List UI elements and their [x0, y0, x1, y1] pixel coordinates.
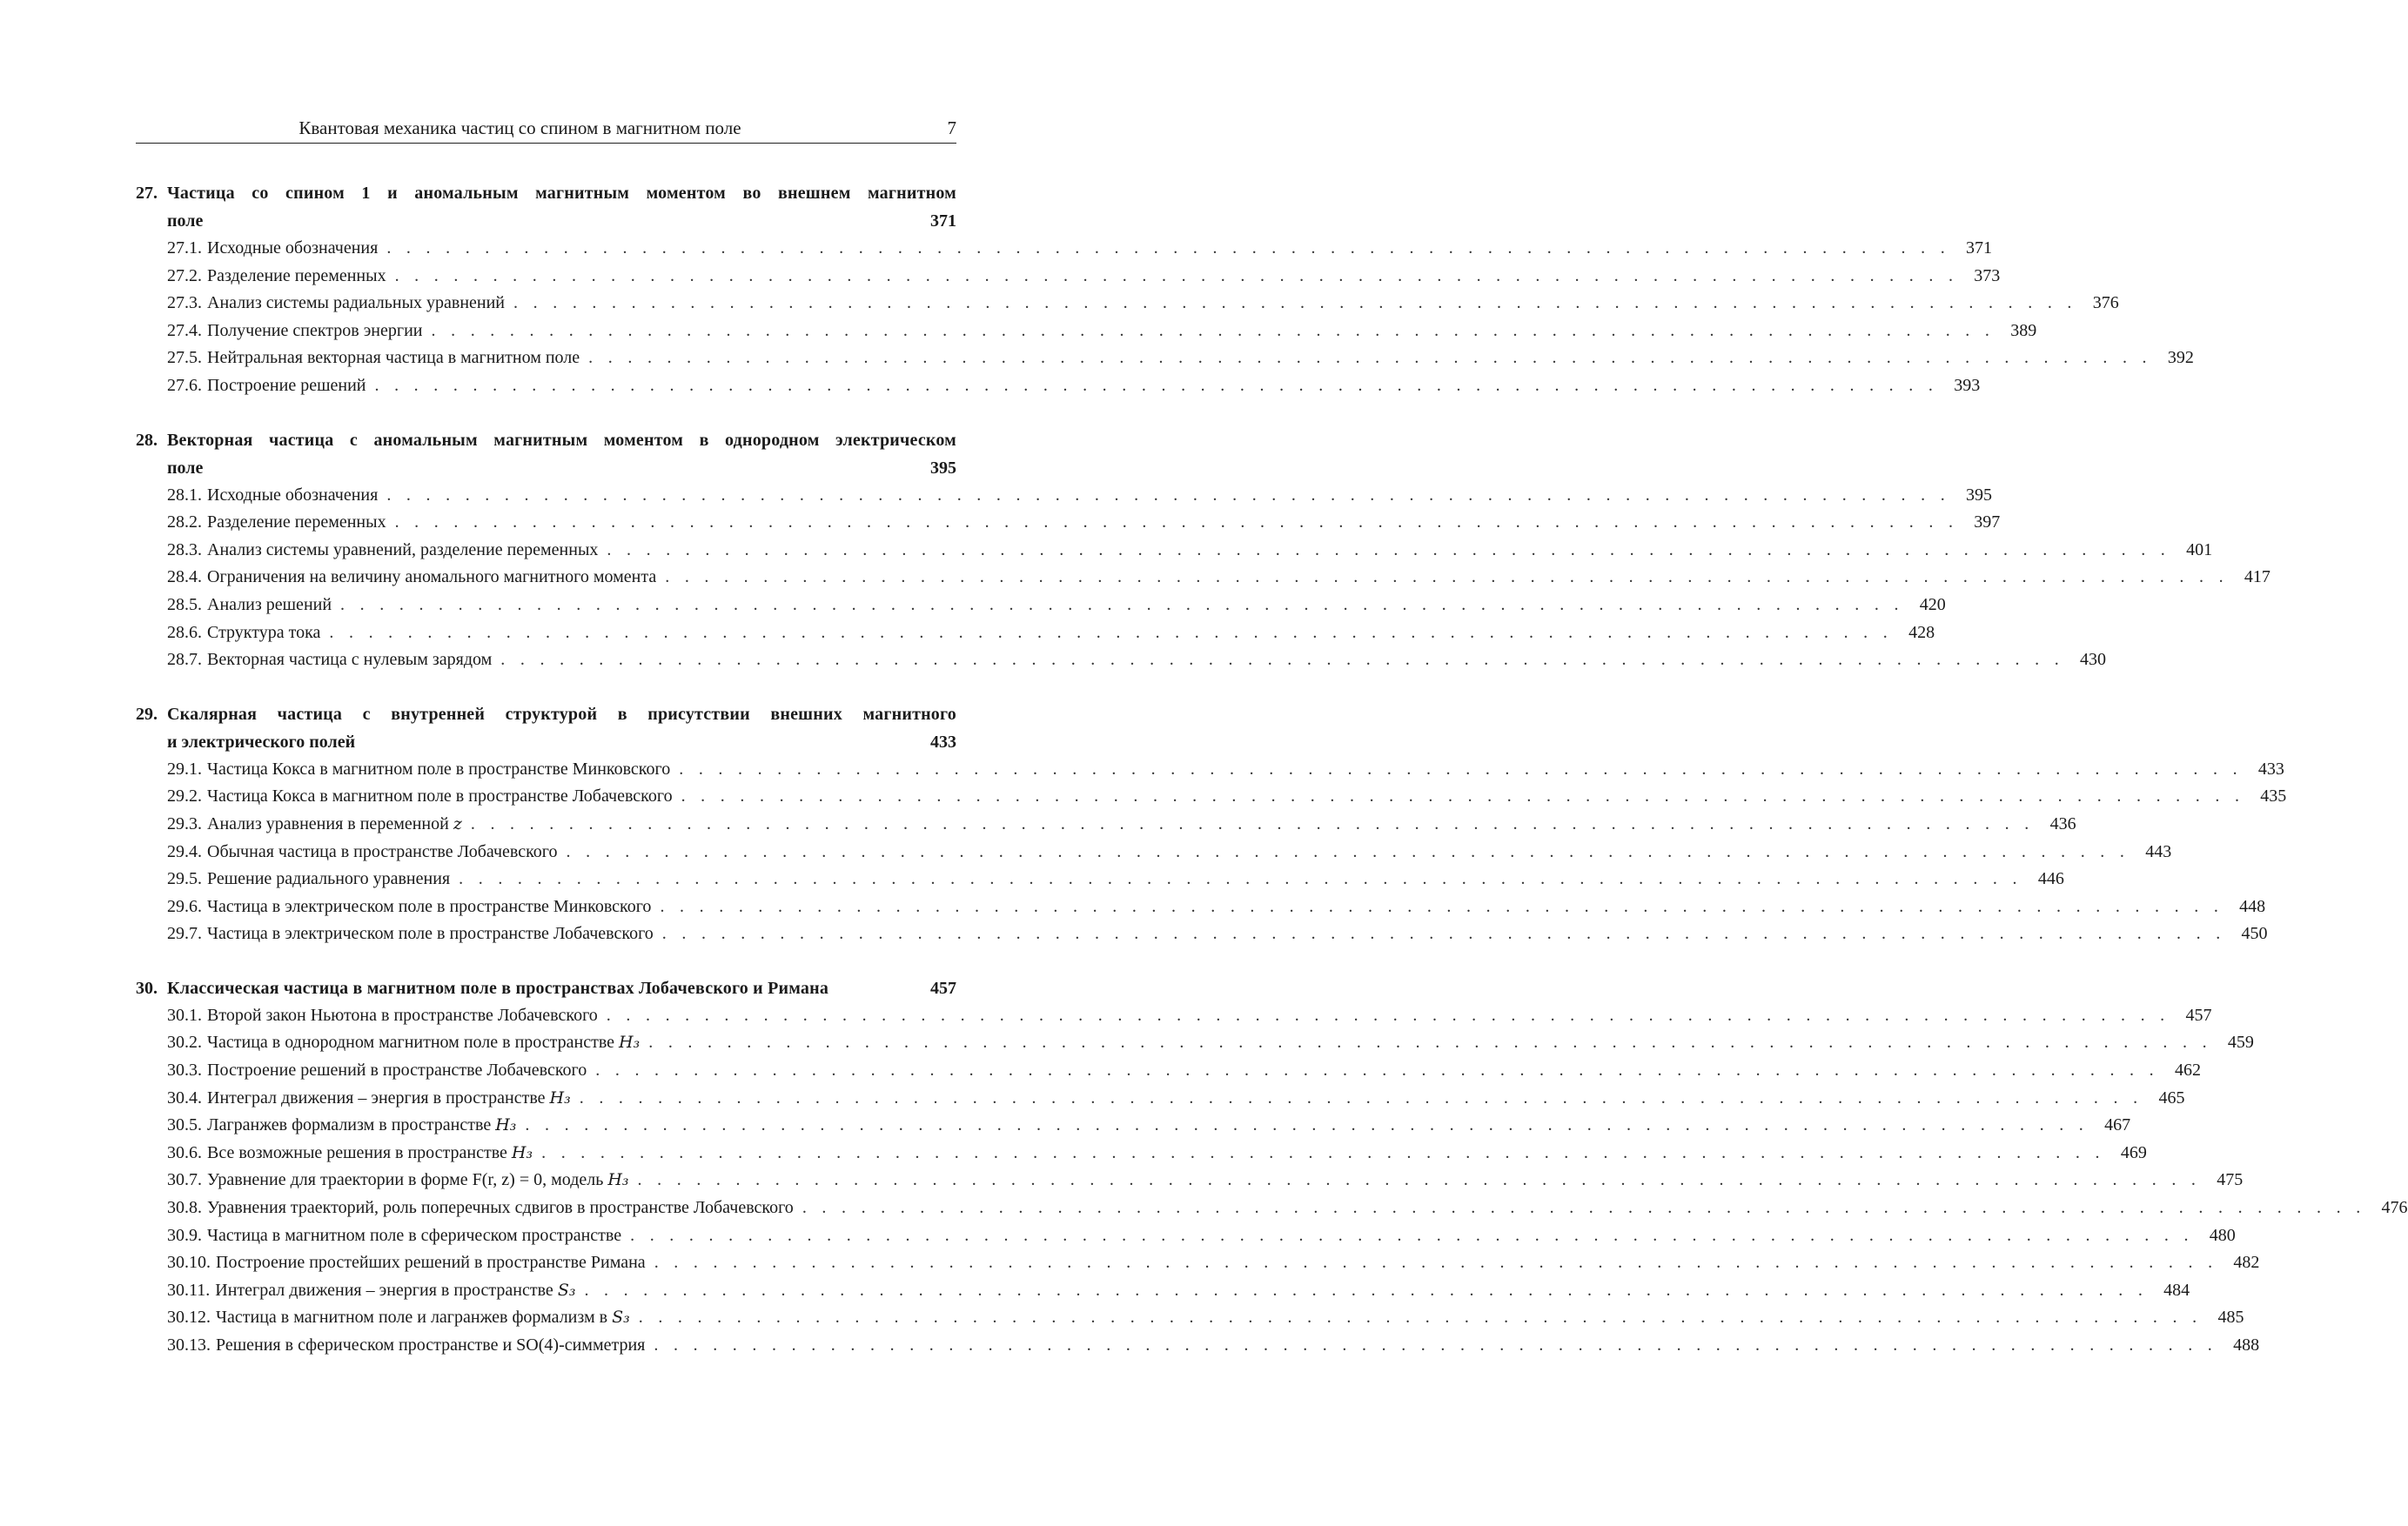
- entry-number: 27.1.: [167, 238, 202, 258]
- entry-math: z: [453, 813, 462, 833]
- toc-entry[interactable]: [136, 646, 2106, 674]
- entry-page: 401: [2186, 539, 2213, 559]
- chapter-title: Классическая частица в магнитном поле в пространствах Лобачевского и Римана: [167, 978, 829, 998]
- entry-title-text: Получение спектров энергии: [207, 320, 423, 340]
- entry-title-text: Решение радиального уравнения: [207, 869, 451, 889]
- chapter-title-line1: Скалярная частица с внутренней структурой в присутствии внешних магнитного: [167, 704, 956, 724]
- dot-leader: . . . . . . . . . . . . . . . . . . . . . . . . . . . . . . . . . . . . . . . . . . . . . . . . . . . . . . . . . . . . . . . . . . . . . . . . . . . . . . . .: [637, 1170, 2202, 1190]
- chapter-30: [136, 974, 2408, 1360]
- entry-number: 30.2.: [167, 1033, 202, 1053]
- entry-title-text: Частица Кокса в магнитном поле в пространстве Лобачевского: [207, 786, 673, 807]
- dot-leader: . . . . . . . . . . . . . . . . . . . . . . . . . . . . . . . . . . . . . . . . . . . . . . . . . . . . . . . . . . . . . . . . . . . . . . . . . . . . . . . .: [607, 539, 2171, 559]
- entry-page: 457: [2185, 1005, 2212, 1025]
- dot-leader: . . . . . . . . . . . . . . . . . . . . . . . . . . . . . . . . . . . . . . . . . . . . . . . . . . . . . . . . . . . . . . . . . . . . . . . . . . . . . . . .: [329, 622, 1894, 642]
- entry-page: 469: [2120, 1142, 2147, 1162]
- entry-title-text: Решения в сферическом пространстве и SO(4)-симметрия: [216, 1335, 646, 1355]
- entry-number: 30.4.: [167, 1088, 202, 1108]
- chapter-title-line2: поле: [167, 458, 204, 478]
- dot-leader: . . . . . . . . . . . . . . . . . . . . . . . . . . . . . . . . . . . . . . . . . . . . . . . . . . . . . . . . . . . . . . . . . . . . . . . . . . . . . . . .: [394, 512, 1959, 532]
- entry-title: [202, 1085, 571, 1113]
- entry-number: 28.5.: [167, 594, 202, 614]
- dot-leader: . . . . . . . . . . . . . . . . . . . . . . . . . . . . . . . . . . . . . . . . . . . . . . . . . . . . . . . . . . . . . . . . . . . . . . . . . . . . . . . .: [679, 759, 2243, 779]
- chapter-page: 371: [930, 211, 956, 231]
- entry-page: 420: [1919, 594, 1946, 614]
- dot-leader: . . . . . . . . . . . . . . . . . . . . . . . . . . . . . . . . . . . . . . . . . . . . . . . . . . . . . . . . . . . . . . . . . . . . . . . . . . . . . . . .: [541, 1142, 2105, 1162]
- chapter-heading[interactable]: [136, 179, 956, 235]
- entry-title: [202, 783, 673, 811]
- toc-entry[interactable]: [136, 1002, 2212, 1030]
- entry-number: 30.1.: [167, 1005, 202, 1025]
- toc-entry[interactable]: [136, 263, 2001, 291]
- toc-entry[interactable]: [136, 866, 2064, 894]
- entry-title: [211, 1304, 630, 1332]
- chapter-title-line1: Частица со спином 1 и аномальным магнитным моментом во внешнем магнитном: [167, 184, 956, 203]
- entry-number: 30.6.: [167, 1142, 202, 1162]
- entry-title: [202, 1167, 629, 1195]
- toc-entry[interactable]: [136, 1195, 2408, 1222]
- entry-page: 428: [1908, 622, 1935, 642]
- entry-title-text: Анализ системы уравнений, разделение переменных: [207, 539, 599, 559]
- entry-number: 28.6.: [167, 622, 202, 642]
- entry-title-text: Векторная частица с нулевым зарядом: [207, 650, 493, 670]
- toc-entry[interactable]: [136, 290, 2119, 318]
- entry-title: [202, 263, 386, 291]
- entry-title-text: Разделение переменных: [207, 512, 386, 532]
- dot-leader: . . . . . . . . . . . . . . . . . . . . . . . . . . . . . . . . . . . . . . . . . . . . . . . . . . . . . . . . . . . . . . . . . . . . . . . . . . . . . . . .: [648, 1033, 2212, 1053]
- entry-page: 376: [2092, 293, 2119, 313]
- chapter-heading[interactable]: [136, 974, 956, 1002]
- entry-title: [202, 920, 654, 948]
- toc-entry[interactable]: [136, 839, 2172, 867]
- entry-title-text: Частица в магнитном поле в сферическом пространстве: [207, 1225, 622, 1245]
- toc-entry[interactable]: [136, 482, 1993, 510]
- entry-title: [202, 592, 332, 619]
- entry-number: 29.3.: [167, 813, 202, 833]
- entry-math: H₃: [495, 1115, 517, 1135]
- entry-number: 28.1.: [167, 485, 202, 505]
- running-header-title: Квантовая механика частиц со спином в магнитном поле: [298, 117, 741, 138]
- entry-title-text: Частица в однородном магнитном поле в пространстве: [207, 1033, 615, 1053]
- entry-number: 29.7.: [167, 924, 202, 944]
- entry-title: [202, 866, 450, 894]
- dot-leader: . . . . . . . . . . . . . . . . . . . . . . . . . . . . . . . . . . . . . . . . . . . . . . . . . . . . . . . . . . . . . . . . . . . . . . . . . . . . . . . .: [638, 1308, 2203, 1328]
- entry-title: [202, 564, 656, 592]
- entry-page: 436: [2049, 813, 2076, 833]
- entry-number: 28.4.: [167, 567, 202, 587]
- toc-entry[interactable]: [136, 564, 2270, 592]
- toc-entry[interactable]: [136, 783, 2287, 811]
- chapter-29: [136, 700, 2287, 948]
- entry-number: 29.5.: [167, 869, 202, 889]
- entry-page: 417: [2244, 567, 2270, 587]
- entry-title-text: Построение решений: [207, 375, 366, 395]
- dot-leader: . . . . . . . . . . . . . . . . . . . . . . . . . . . . . . . . . . . . . . . . . . . . . . . . . . . . . . . . . . . . . . . . . . . . . . . . . . . . . . . .: [459, 869, 2022, 889]
- dot-leader: . . . . . . . . . . . . . . . . . . . . . . . . . . . . . . . . . . . . . . . . . . . . . . . . . . . . . . . . . . . . . . . . . . . . . . . . . . . . . . . .: [500, 650, 2064, 670]
- chapter-heading[interactable]: [136, 700, 956, 756]
- entry-number: 30.9.: [167, 1225, 202, 1245]
- entry-title: [202, 1222, 621, 1250]
- entry-title: [202, 482, 378, 510]
- dot-leader: . . . . . . . . . . . . . . . . . . . . . . . . . . . . . . . . . . . . . . . . . . . . . . . . . . . . . . . . . . . . . . . . . . . . . . . . . . . . . . . .: [386, 238, 1951, 258]
- toc-entry[interactable]: [136, 1249, 2260, 1277]
- entry-page: 480: [2209, 1225, 2236, 1245]
- entry-title: [202, 537, 598, 565]
- entry-title-text: Обычная частица в пространстве Лобачевского: [207, 841, 558, 861]
- entry-number: 30.10.: [167, 1253, 211, 1273]
- entry-title: [202, 290, 505, 318]
- entry-title-text: Исходные обозначения: [207, 485, 379, 505]
- entry-page: 475: [2217, 1170, 2244, 1190]
- chapter-title-line1: Векторная частица с аномальным магнитным моментом в однородном электрическом: [167, 430, 956, 450]
- entry-number: 28.7.: [167, 650, 202, 670]
- entry-page: 397: [1974, 512, 2001, 532]
- entry-page: 395: [1966, 485, 1993, 505]
- dot-leader: . . . . . . . . . . . . . . . . . . . . . . . . . . . . . . . . . . . . . . . . . . . . . . . . . . . . . . . . . . . . . . . . . . . . . . . . . . . . . . . .: [584, 1280, 2149, 1300]
- entry-title-text: Частица в магнитном поле и лагранжев формализм в: [216, 1308, 608, 1328]
- entry-number: 30.7.: [167, 1170, 202, 1190]
- toc-entry[interactable]: [136, 920, 2268, 948]
- entry-math: H₃: [549, 1088, 571, 1108]
- entry-page: 485: [2217, 1308, 2244, 1328]
- entry-title-text: Второй закон Ньютона в пространстве Лобачевского: [207, 1005, 598, 1025]
- chapter-number: 29.: [136, 704, 158, 724]
- entry-page: 446: [2037, 869, 2064, 889]
- entry-math: S₃: [557, 1280, 576, 1300]
- chapter-page: 433: [930, 732, 956, 752]
- entry-title: [202, 811, 462, 839]
- entry-number: 28.2.: [167, 512, 202, 532]
- entry-page: 462: [2174, 1061, 2201, 1081]
- entry-page: 488: [2233, 1335, 2260, 1355]
- entry-title: [202, 1195, 794, 1222]
- dot-leader: . . . . . . . . . . . . . . . . . . . . . . . . . . . . . . . . . . . . . . . . . . . . . . . . . . . . . . . . . . . . . . . . . . . . . . . . . . . . . . . .: [802, 1198, 2366, 1218]
- chapter-number: 30.: [136, 978, 158, 998]
- entry-title-text: Построение решений в пространстве Лобачевского: [207, 1061, 587, 1081]
- entry-title: [202, 619, 320, 647]
- toc-entry[interactable]: [136, 1304, 2244, 1332]
- entry-math: S₃: [612, 1308, 630, 1328]
- entry-title: [202, 318, 423, 345]
- toc-entry[interactable]: [136, 1277, 2190, 1305]
- dot-leader: . . . . . . . . . . . . . . . . . . . . . . . . . . . . . . . . . . . . . . . . . . . . . . . . . . . . . . . . . . . . . . . . . . . . . . . . . . . . . . . .: [630, 1225, 2194, 1245]
- toc-entry[interactable]: [136, 894, 2266, 921]
- toc-entry[interactable]: [136, 235, 1993, 263]
- entry-page: 482: [2233, 1253, 2260, 1273]
- entry-title-text: Частица Кокса в магнитном поле в пространстве Минковского: [207, 759, 671, 779]
- toc-entry[interactable]: [136, 372, 1981, 400]
- entry-title: [202, 509, 386, 537]
- dot-leader: . . . . . . . . . . . . . . . . . . . . . . . . . . . . . . . . . . . . . . . . . . . . . . . . . . . . . . . . . . . . . . . . . . . . . . . . . . . . . . . .: [431, 320, 1995, 340]
- entry-number: 27.4.: [167, 320, 202, 340]
- entry-page: 484: [2163, 1280, 2190, 1300]
- entry-page: 373: [1974, 265, 2001, 285]
- entry-title: [202, 345, 580, 372]
- toc-entry[interactable]: [136, 619, 1935, 647]
- dot-leader: . . . . . . . . . . . . . . . . . . . . . . . . . . . . . . . . . . . . . . . . . . . . . . . . . . . . . . . . . . . . . . . . . . . . . . . . . . . . . . . .: [513, 293, 2077, 313]
- dot-leader: . . . . . . . . . . . . . . . . . . . . . . . . . . . . . . . . . . . . . . . . . . . . . . . . . . . . . . . . . . . . . . . . . . . . . . . . . . . . . . . .: [525, 1115, 2089, 1135]
- entry-page: 435: [2260, 786, 2287, 807]
- chapter-heading[interactable]: [136, 426, 956, 482]
- entry-title: [202, 235, 378, 263]
- entry-number: 27.5.: [167, 348, 202, 368]
- entry-title-text: Построение простейших решений в пространстве Римана: [216, 1253, 646, 1273]
- toc-entry[interactable]: [136, 345, 2194, 372]
- entry-page: 443: [2145, 841, 2172, 861]
- entry-title-text: Уравнения траекторий, роль поперечных сдвигов в пространстве Лобачевского: [207, 1198, 794, 1218]
- entry-number: 29.6.: [167, 896, 202, 916]
- chapter-27: [136, 179, 2194, 400]
- toc-entry[interactable]: [136, 1085, 2185, 1113]
- entry-number: 27.2.: [167, 265, 202, 285]
- entry-title: [210, 1277, 575, 1305]
- dot-leader: . . . . . . . . . . . . . . . . . . . . . . . . . . . . . . . . . . . . . . . . . . . . . . . . . . . . . . . . . . . . . . . . . . . . . . . . . . . . . . . .: [654, 1253, 2218, 1273]
- toc-entry[interactable]: [136, 1112, 2131, 1140]
- entry-title-text: Частица в электрическом поле в пространстве Минковского: [207, 896, 652, 916]
- entry-title-text: Интеграл движения – энергия в пространстве: [207, 1088, 546, 1108]
- entry-title: [202, 756, 670, 784]
- toc-entry[interactable]: [136, 756, 2284, 784]
- entry-math: H₃: [511, 1142, 533, 1162]
- dot-leader: . . . . . . . . . . . . . . . . . . . . . . . . . . . . . . . . . . . . . . . . . . . . . . . . . . . . . . . . . . . . . . . . . . . . . . . . . . . . . . . .: [660, 896, 2224, 916]
- entry-title-text: Ограничения на величину аномального магнитного момента: [207, 567, 657, 587]
- entry-title: [202, 1002, 598, 1030]
- entry-title-text: Структура тока: [207, 622, 321, 642]
- entry-title-text: Лагранжев формализм в пространстве: [207, 1115, 492, 1135]
- dot-leader: . . . . . . . . . . . . . . . . . . . . . . . . . . . . . . . . . . . . . . . . . . . . . . . . . . . . . . . . . . . . . . . . . . . . . . . . . . . . . . . .: [374, 375, 1939, 395]
- entry-title: [202, 1140, 533, 1168]
- dot-leader: . . . . . . . . . . . . . . . . . . . . . . . . . . . . . . . . . . . . . . . . . . . . . . . . . . . . . . . . . . . . . . . . . . . . . . . . . . . . . . . .: [394, 265, 1959, 285]
- toc-entry[interactable]: [136, 811, 2076, 839]
- entry-title: [211, 1249, 646, 1277]
- entry-page: 467: [2104, 1115, 2131, 1135]
- entry-number: 30.13.: [167, 1335, 211, 1355]
- toc-entry[interactable]: [136, 537, 2213, 565]
- entry-title: [211, 1332, 645, 1360]
- chapter-page: 395: [930, 458, 956, 478]
- entry-page: 389: [2010, 320, 2037, 340]
- entry-page: 459: [2227, 1033, 2254, 1053]
- entry-number: 27.3.: [167, 293, 202, 313]
- chapter-number: 28.: [136, 430, 158, 450]
- dot-leader: . . . . . . . . . . . . . . . . . . . . . . . . . . . . . . . . . . . . . . . . . . . . . . . . . . . . . . . . . . . . . . . . . . . . . . . . . . . . . . . .: [340, 594, 1904, 614]
- dot-leader: . . . . . . . . . . . . . . . . . . . . . . . . . . . . . . . . . . . . . . . . . . . . . . . . . . . . . . . . . . . . . . . . . . . . . . . . . . . . . . . .: [665, 567, 2229, 587]
- chapter-title-line2: поле: [167, 211, 204, 231]
- dot-leader: . . . . . . . . . . . . . . . . . . . . . . . . . . . . . . . . . . . . . . . . . . . . . . . . . . . . . . . . . . . . . . . . . . . . . . . . . . . . . . . .: [606, 1005, 2170, 1025]
- entry-page: 371: [1966, 238, 1993, 258]
- chapter-number: 27.: [136, 184, 158, 203]
- entry-title-text: Все возможные решения в пространстве: [207, 1142, 507, 1162]
- entry-title-text: Частица в электрическом поле в пространстве Лобачевского: [207, 924, 654, 944]
- toc-entry[interactable]: [136, 318, 2037, 345]
- toc-entry[interactable]: [136, 1140, 2147, 1168]
- dot-leader: . . . . . . . . . . . . . . . . . . . . . . . . . . . . . . . . . . . . . . . . . . . . . . . . . . . . . . . . . . . . . . . . . . . . . . . . . . . . . . . .: [654, 1335, 2218, 1355]
- page-number: 7: [947, 117, 956, 138]
- dot-leader: . . . . . . . . . . . . . . . . . . . . . . . . . . . . . . . . . . . . . . . . . . . . . . . . . . . . . . . . . . . . . . . . . . . . . . . . . . . . . . . .: [588, 348, 2152, 368]
- entry-page: 450: [2241, 924, 2268, 944]
- entry-title-text: Уравнение для траектории в форме F(r, z) = 0, модель: [207, 1170, 604, 1190]
- entry-title: [202, 372, 366, 400]
- entry-title: [202, 646, 492, 674]
- toc-entry[interactable]: [136, 1332, 2260, 1360]
- entry-number: 29.4.: [167, 841, 202, 861]
- chapter-28: [136, 426, 2270, 674]
- entry-title: [202, 839, 558, 867]
- dot-leader: . . . . . . . . . . . . . . . . . . . . . . . . . . . . . . . . . . . . . . . . . . . . . . . . . . . . . . . . . . . . . . . . . . . . . . . . . . . . . . . .: [470, 813, 2035, 833]
- entry-title-text: Нейтральная векторная частица в магнитном поле: [207, 348, 580, 368]
- dot-leader: . . . . . . . . . . . . . . . . . . . . . . . . . . . . . . . . . . . . . . . . . . . . . . . . . . . . . . . . . . . . . . . . . . . . . . . . . . . . . . . .: [681, 786, 2245, 807]
- dot-leader: . . . . . . . . . . . . . . . . . . . . . . . . . . . . . . . . . . . . . . . . . . . . . . . . . . . . . . . . . . . . . . . . . . . . . . . . . . . . . . . .: [661, 924, 2226, 944]
- entry-page: 476: [2381, 1198, 2408, 1218]
- entry-title-text: Анализ решений: [207, 594, 332, 614]
- toc-entry[interactable]: [136, 1167, 2244, 1195]
- entry-page: 433: [2257, 759, 2284, 779]
- entry-title: [202, 1057, 587, 1085]
- entry-number: 30.3.: [167, 1061, 202, 1081]
- entry-number: 28.3.: [167, 539, 202, 559]
- entry-number: 29.2.: [167, 786, 202, 807]
- chapter-page: 457: [930, 978, 956, 998]
- entry-math: H₃: [619, 1033, 641, 1053]
- entry-title-text: Анализ уравнения в переменной: [207, 813, 449, 833]
- entry-title: [202, 1029, 640, 1057]
- entry-number: 30.8.: [167, 1198, 202, 1218]
- entry-page: 392: [2167, 348, 2194, 368]
- entry-title: [202, 1112, 516, 1140]
- toc-entry[interactable]: [136, 1222, 2236, 1250]
- dot-leader: . . . . . . . . . . . . . . . . . . . . . . . . . . . . . . . . . . . . . . . . . . . . . . . . . . . . . . . . . . . . . . . . . . . . . . . . . . . . . . . .: [595, 1061, 2159, 1081]
- entry-page: 430: [2080, 650, 2106, 670]
- toc-entry[interactable]: [136, 592, 1946, 619]
- entry-title-text: Разделение переменных: [207, 265, 386, 285]
- entry-number: 27.6.: [167, 375, 202, 395]
- running-header: [136, 117, 956, 144]
- entry-title-text: Исходные обозначения: [207, 238, 379, 258]
- entry-page: 393: [1954, 375, 1981, 395]
- dot-leader: . . . . . . . . . . . . . . . . . . . . . . . . . . . . . . . . . . . . . . . . . . . . . . . . . . . . . . . . . . . . . . . . . . . . . . . . . . . . . . . .: [579, 1088, 2143, 1108]
- table-of-contents: [136, 179, 2408, 1386]
- entry-math: H₃: [607, 1170, 629, 1190]
- chapter-title-line2: и электрического полей: [167, 732, 356, 752]
- dot-leader: . . . . . . . . . . . . . . . . . . . . . . . . . . . . . . . . . . . . . . . . . . . . . . . . . . . . . . . . . . . . . . . . . . . . . . . . . . . . . . . .: [566, 841, 2130, 861]
- entry-title-text: Интеграл движения – энергия в пространстве: [215, 1280, 553, 1300]
- entry-page: 465: [2158, 1088, 2185, 1108]
- dot-leader: . . . . . . . . . . . . . . . . . . . . . . . . . . . . . . . . . . . . . . . . . . . . . . . . . . . . . . . . . . . . . . . . . . . . . . . . . . . . . . . .: [386, 485, 1951, 505]
- entry-number: 30.5.: [167, 1115, 202, 1135]
- entry-number: 29.1.: [167, 759, 202, 779]
- entry-title: [202, 894, 651, 921]
- entry-title-text: Анализ системы радиальных уравнений: [207, 293, 506, 313]
- entry-page: 448: [2239, 896, 2266, 916]
- entry-number: 30.11.: [167, 1280, 211, 1300]
- toc-entry[interactable]: [136, 1029, 2254, 1057]
- entry-number: 30.12.: [167, 1308, 211, 1328]
- toc-entry[interactable]: [136, 1057, 2201, 1085]
- toc-entry[interactable]: [136, 509, 2001, 537]
